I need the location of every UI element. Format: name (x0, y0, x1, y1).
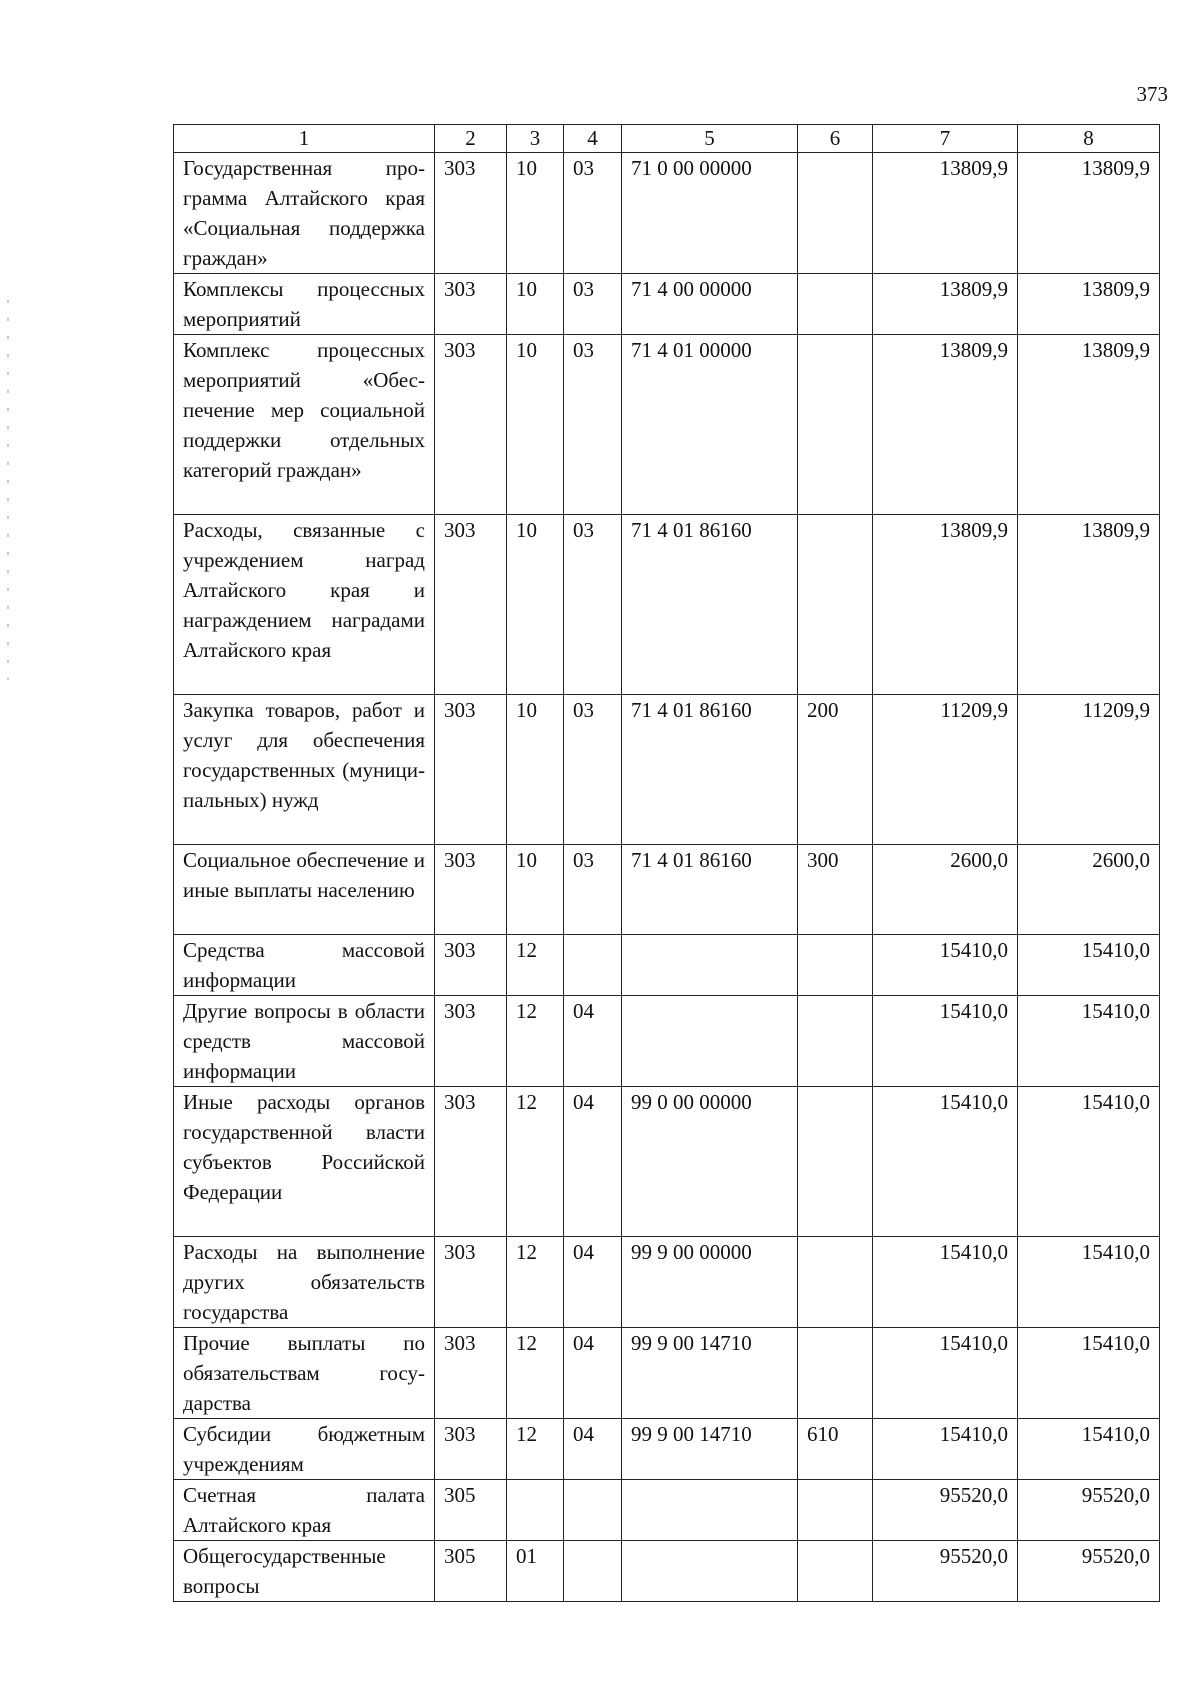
cell-col-5: 71 4 01 86160 (622, 515, 798, 695)
table-row (174, 1541, 1160, 1602)
budget-table (173, 124, 1160, 1602)
cell-col-6 (798, 1480, 873, 1541)
cell-col-5: 71 4 01 00000 (622, 335, 798, 515)
table-row (174, 515, 1160, 695)
row-name: Государственная программа Алтайского края «Социальная поддержка граждан» (174, 153, 435, 274)
cell-col-4: 03 (564, 695, 622, 845)
cell-col-8: 15410,0 (1018, 1419, 1160, 1480)
cell-col-3: 10 (507, 695, 564, 845)
cell-col-5 (622, 996, 798, 1087)
table-row (174, 1328, 1160, 1419)
table-row (174, 274, 1160, 335)
cell-col-8: 11209,9 (1018, 695, 1160, 845)
cell-col-2: 303 (435, 1419, 507, 1480)
table-row (174, 1237, 1160, 1328)
cell-col-6 (798, 515, 873, 695)
cell-col-8: 13809,9 (1018, 274, 1160, 335)
cell-col-6 (798, 935, 873, 996)
cell-col-4 (564, 1480, 622, 1541)
cell-col-5: 71 4 00 00000 (622, 274, 798, 335)
cell-col-8: 15410,0 (1018, 1328, 1160, 1419)
scan-edge-marks (7, 300, 9, 680)
cell-col-4: 03 (564, 274, 622, 335)
cell-col-2: 303 (435, 1087, 507, 1237)
page-number: 373 (1136, 82, 1168, 106)
cell-col-4: 03 (564, 515, 622, 695)
cell-col-3: 10 (507, 153, 564, 274)
table-row (174, 153, 1160, 274)
cell-col-3: 01 (507, 1541, 564, 1602)
cell-col-4: 04 (564, 1087, 622, 1237)
cell-col-6 (798, 996, 873, 1087)
cell-col-5: 99 9 00 00000 (622, 1237, 798, 1328)
cell-col-2: 303 (435, 695, 507, 845)
cell-col-5 (622, 935, 798, 996)
table-row (174, 1480, 1160, 1541)
cell-col-7: 13809,9 (873, 335, 1018, 515)
cell-col-2: 303 (435, 1328, 507, 1419)
cell-col-3: 12 (507, 1328, 564, 1419)
cell-col-7: 15410,0 (873, 1237, 1018, 1328)
cell-col-8: 15410,0 (1018, 996, 1160, 1087)
cell-col-3: 10 (507, 515, 564, 695)
cell-col-2: 305 (435, 1541, 507, 1602)
cell-col-2: 303 (435, 1237, 507, 1328)
cell-col-8: 13809,9 (1018, 153, 1160, 274)
cell-col-6: 300 (798, 845, 873, 935)
column-header: 4 (564, 125, 622, 153)
table-row (174, 935, 1160, 996)
cell-col-3: 12 (507, 1419, 564, 1480)
cell-col-3: 12 (507, 996, 564, 1087)
table-row (174, 695, 1160, 845)
cell-col-2: 303 (435, 153, 507, 274)
column-header: 6 (798, 125, 873, 153)
row-name: Иные расходы органов государственной власти субъектов Российской Федерации (174, 1087, 435, 1237)
cell-col-3: 12 (507, 935, 564, 996)
cell-col-8: 13809,9 (1018, 515, 1160, 695)
row-name: Расходы на выполнение других обязательств государства (174, 1237, 435, 1328)
cell-col-5: 71 4 01 86160 (622, 845, 798, 935)
cell-col-4: 03 (564, 335, 622, 515)
column-header: 7 (873, 125, 1018, 153)
table-row (174, 1087, 1160, 1237)
cell-col-2: 303 (435, 335, 507, 515)
row-name: Средства массовой информации (174, 935, 435, 996)
cell-col-4: 04 (564, 1237, 622, 1328)
cell-col-3: 10 (507, 845, 564, 935)
column-header: 5 (622, 125, 798, 153)
cell-col-7: 95520,0 (873, 1480, 1018, 1541)
cell-col-5: 71 0 00 00000 (622, 153, 798, 274)
cell-col-4: 04 (564, 1328, 622, 1419)
cell-col-6 (798, 1541, 873, 1602)
table-row (174, 335, 1160, 515)
cell-col-8: 15410,0 (1018, 1237, 1160, 1328)
cell-col-5: 71 4 01 86160 (622, 695, 798, 845)
cell-col-7: 95520,0 (873, 1541, 1018, 1602)
column-header: 8 (1018, 125, 1160, 153)
cell-col-7: 13809,9 (873, 274, 1018, 335)
cell-col-5 (622, 1541, 798, 1602)
column-header: 2 (435, 125, 507, 153)
row-name: Расходы, связанные с учреждением наград Алтайского края и награждением наградами Алтайского края (174, 515, 435, 695)
cell-col-7: 15410,0 (873, 1087, 1018, 1237)
cell-col-2: 305 (435, 1480, 507, 1541)
cell-col-6 (798, 153, 873, 274)
table-row (174, 1419, 1160, 1480)
cell-col-6 (798, 1328, 873, 1419)
cell-col-7: 15410,0 (873, 935, 1018, 996)
column-header: 3 (507, 125, 564, 153)
cell-col-8: 15410,0 (1018, 935, 1160, 996)
cell-col-8: 95520,0 (1018, 1541, 1160, 1602)
cell-col-4 (564, 1541, 622, 1602)
cell-col-8: 15410,0 (1018, 1087, 1160, 1237)
cell-col-3 (507, 1480, 564, 1541)
row-name: Другие вопросы в области средств массовой информации (174, 996, 435, 1087)
table-row (174, 996, 1160, 1087)
cell-col-6: 610 (798, 1419, 873, 1480)
cell-col-7: 13809,9 (873, 515, 1018, 695)
cell-col-3: 12 (507, 1087, 564, 1237)
row-name: Общегосударственные вопросы (174, 1541, 435, 1602)
cell-col-4 (564, 935, 622, 996)
cell-col-6 (798, 1087, 873, 1237)
cell-col-7: 11209,9 (873, 695, 1018, 845)
cell-col-2: 303 (435, 274, 507, 335)
column-header: 1 (174, 125, 435, 153)
row-name: Прочие выплаты по обязательствам государства (174, 1328, 435, 1419)
cell-col-7: 15410,0 (873, 1328, 1018, 1419)
cell-col-7: 15410,0 (873, 1419, 1018, 1480)
cell-col-5 (622, 1480, 798, 1541)
row-name: Закупка товаров, работ и услуг для обеспечения государственных (муниципальных) нужд (174, 695, 435, 845)
cell-col-2: 303 (435, 935, 507, 996)
cell-col-5: 99 0 00 00000 (622, 1087, 798, 1237)
cell-col-6 (798, 274, 873, 335)
cell-col-4: 03 (564, 845, 622, 935)
cell-col-3: 10 (507, 335, 564, 515)
cell-col-8: 13809,9 (1018, 335, 1160, 515)
row-name: Субсидии бюджетным учреждениям (174, 1419, 435, 1480)
cell-col-2: 303 (435, 996, 507, 1087)
cell-col-8: 95520,0 (1018, 1480, 1160, 1541)
cell-col-6 (798, 1237, 873, 1328)
cell-col-2: 303 (435, 845, 507, 935)
cell-col-3: 10 (507, 274, 564, 335)
row-name: Комплекс процессных мероприятий «Обеспечение мер социальной поддержки отдельных категорий граждан» (174, 335, 435, 515)
cell-col-8: 2600,0 (1018, 845, 1160, 935)
cell-col-6: 200 (798, 695, 873, 845)
cell-col-7: 15410,0 (873, 996, 1018, 1087)
cell-col-4: 03 (564, 153, 622, 274)
cell-col-4: 04 (564, 996, 622, 1087)
cell-col-7: 13809,9 (873, 153, 1018, 274)
cell-col-6 (798, 335, 873, 515)
table-row (174, 845, 1160, 935)
row-name: Счетная палата Алтайского края (174, 1480, 435, 1541)
cell-col-2: 303 (435, 515, 507, 695)
cell-col-3: 12 (507, 1237, 564, 1328)
cell-col-7: 2600,0 (873, 845, 1018, 935)
cell-col-5: 99 9 00 14710 (622, 1419, 798, 1480)
cell-col-5: 99 9 00 14710 (622, 1328, 798, 1419)
cell-col-4: 04 (564, 1419, 622, 1480)
header-row (174, 125, 1160, 153)
row-name: Социальное обеспечение и иные выплаты населению (174, 845, 435, 935)
row-name: Комплексы процессных мероприятий (174, 274, 435, 335)
